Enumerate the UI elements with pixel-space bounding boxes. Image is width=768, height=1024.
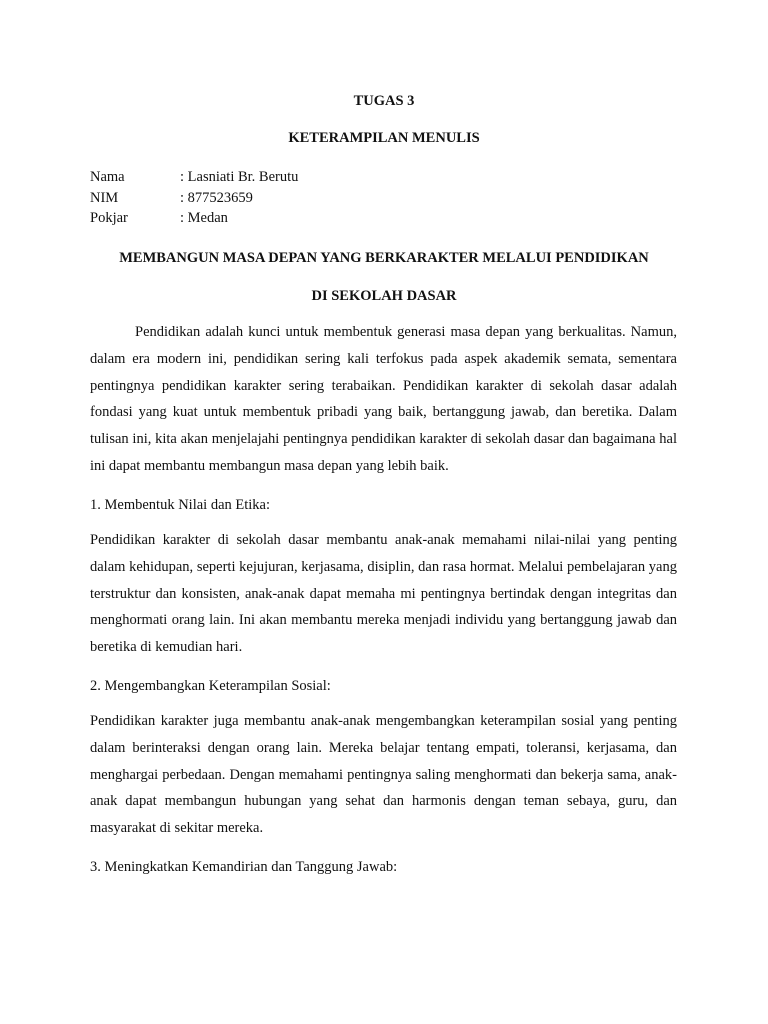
intro-paragraph: Pendidikan adalah kunci untuk membentuk generasi masa depan yang berkualitas. Namun, dalam era modern ini, pendidikan sering kali terfokus pada aspek akademik semata, sementara pentingnya pendidikan karakter sering terabaikan. Pendidikan karakter di sekolah dasar adalah fondasi yang kuat untuk membentuk pribadi yang baik, bertanggung jawab, dan beretika. Dalam tulisan ini, kita akan menjelajahi pentingnya pendidikan karakter di sekolah dasar dan bagaimana hal ini dapat membantu membangun masa depan yang lebih baik.	[90, 324, 677, 474]
assignment-title: TUGAS 3	[353, 93, 415, 109]
identity-value: : Lasniati Br. Berutu	[180, 169, 299, 185]
identity-row-nim	[90, 188, 298, 209]
identity-value: : 877523659	[180, 189, 253, 206]
identity-row-name	[90, 167, 298, 188]
section-heading: 3. Meningkatkan Kemandirian dan Tanggung Jawab:	[90, 859, 398, 875]
assignment-subtitle: KETERAMPILAN MENULIS	[288, 130, 480, 146]
identity-label: Nama	[90, 169, 125, 185]
identity-value: : Medan	[180, 210, 228, 226]
section-heading: 1. Membentuk Nilai dan Etika:	[90, 497, 271, 513]
identity-label: NIM	[90, 189, 119, 206]
essay-title-line1: MEMBANGUN MASA DEPAN YANG BERKARAKTER MELALUI PENDIDIKAN	[119, 250, 649, 266]
identity-label: Pokjar	[90, 210, 128, 226]
student-identity	[90, 167, 298, 229]
section-paragraph: Pendidikan karakter di sekolah dasar membantu anak-anak memahami nilai-nilai yang penting dalam kehidupan, seperti kejujuran, kerjasama, disiplin, dan rasa hormat. Melalui pembelajaran yang terstruktur dan konsisten, anak-anak dapat memaha mi pentingnya bertindak dengan integritas dan menghormati orang lain. Ini akan membantu mereka menjadi individu yang bertanggung jawab dan beretika di kemudian hari.	[90, 532, 677, 656]
identity-row-pokjar	[90, 208, 298, 229]
section-paragraph: Pendidikan karakter juga membantu anak-anak mengembangkan keterampilan sosial yang penting dalam berinteraksi dengan orang lain. Mereka belajar tentang empati, toleransi, kerjasama, dan menghargai perbedaan. Dengan memahami pentingnya saling menghormati dan bekerja sama, anak-anak dapat membangun hubungan yang sehat dan harmonis dengan teman sebaya, guru, dan masyarakat di sekitar mereka.	[90, 713, 677, 837]
section-heading: 2. Mengembangkan Keterampilan Sosial:	[90, 678, 331, 694]
essay-title-line2: DI SEKOLAH DASAR	[311, 288, 457, 304]
